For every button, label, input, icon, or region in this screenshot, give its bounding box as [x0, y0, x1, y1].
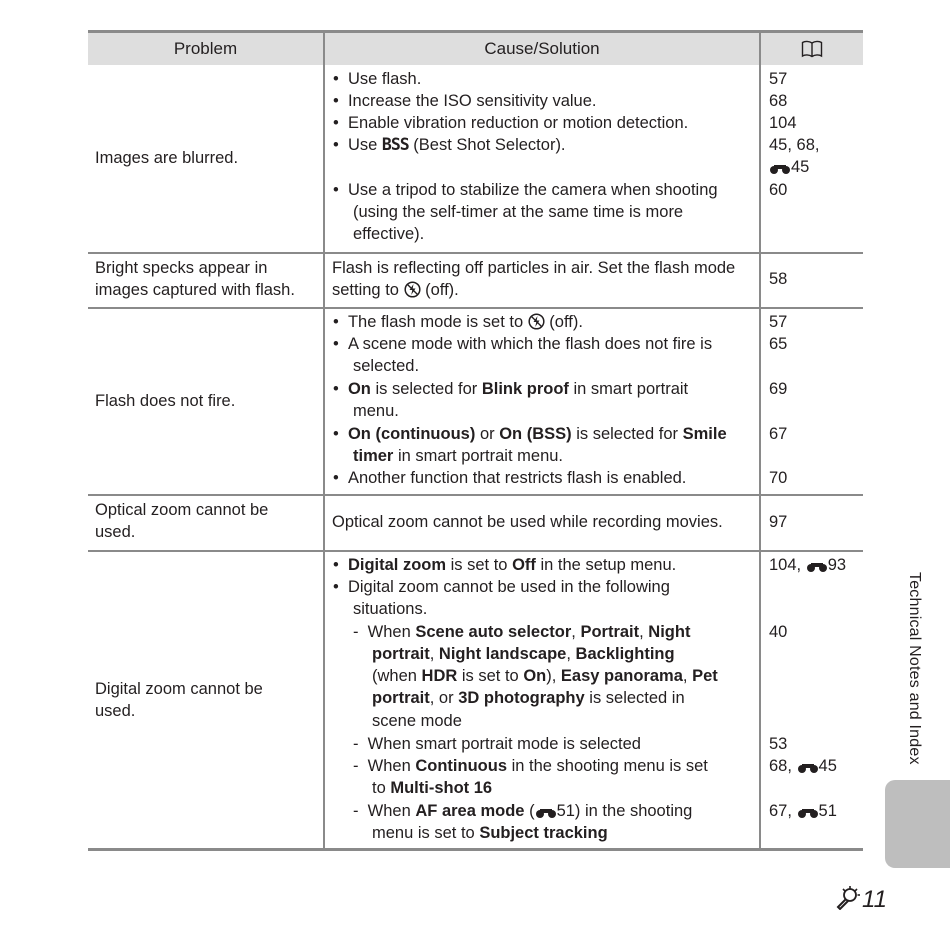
problem-cell — [95, 499, 320, 544]
problem-cell: Images are blurred. — [95, 149, 239, 168]
row-divider — [88, 494, 863, 496]
row-divider — [88, 252, 863, 254]
dash-line: - When smart portrait mode is selected — [353, 735, 641, 753]
header-reference — [761, 33, 863, 65]
page-ref: 57 — [769, 70, 788, 88]
page-ref: 68 — [769, 92, 788, 110]
text-line: Flash is reflecting off particles in air. Set the flash mode — [332, 259, 736, 277]
problem-line: images captured with flash. — [95, 281, 295, 300]
bullet-line: • On is selected for Blink proof in smart portrait — [333, 380, 689, 398]
problem-line: used. — [95, 702, 136, 720]
page-ref: 60 — [769, 181, 788, 199]
problem-line: Optical zoom cannot be — [95, 501, 269, 519]
text-line: setting to (off). — [332, 281, 459, 299]
problem-cell — [95, 257, 320, 302]
column-divider — [759, 30, 761, 850]
bss-icon: BSS — [381, 135, 409, 154]
flash-off-icon — [528, 313, 545, 330]
text-line: (when HDR is set to On), Easy panorama, Pet — [372, 667, 718, 685]
wrench-gear-icon — [836, 886, 862, 910]
table-bottom-rule — [88, 848, 863, 851]
text-line: scene mode — [372, 712, 462, 730]
problem-cell: Flash does not fire. — [95, 392, 236, 411]
bullet-line: • Use a tripod to stabilize the camera when shooting — [333, 181, 718, 199]
dash-line: - When Scene auto selector, Portrait, Night — [353, 623, 691, 641]
problem-line: used. — [95, 523, 136, 542]
problem-cell — [95, 552, 320, 848]
page-ref: 65 — [769, 335, 788, 353]
page-ref: 67, 51 — [769, 802, 837, 820]
section-side-label: Technical Notes and Index — [906, 572, 923, 765]
page-ref: 97 — [769, 513, 788, 531]
bullet-line: • Increase the ISO sensitivity value. — [333, 92, 597, 110]
reference-section-icon — [806, 561, 828, 573]
header-cause-solution: Cause/Solution — [325, 33, 759, 65]
dash-line: - When AF area mode ( 51) in the shooting — [353, 802, 693, 820]
bullet-line: • On (continuous) or On (BSS) is selected for Smile — [333, 425, 727, 443]
page-ref: 53 — [769, 735, 788, 753]
page-ref: 57 — [769, 313, 788, 331]
text-line: menu is set to Subject tracking — [372, 824, 608, 842]
page-number: 11 — [836, 886, 887, 914]
page-ref: 104 — [769, 114, 797, 132]
page-ref: 67 — [769, 425, 788, 443]
reference-section-icon — [535, 807, 557, 819]
reference-section-icon — [769, 163, 791, 175]
dash-line: - When Continuous in the shooting menu is set — [353, 757, 708, 775]
flash-off-icon — [404, 281, 421, 298]
header-problem: Problem — [88, 33, 323, 65]
page-ref: 70 — [769, 469, 788, 487]
page-ref: 45, 68, — [769, 136, 820, 154]
bullet-line: • Digital zoom is set to Off in the setup menu. — [333, 556, 677, 574]
page-ref: 58 — [769, 270, 788, 288]
page-ref: 45 — [769, 156, 809, 178]
bullet-line: • A scene mode with which the flash does not fire is — [333, 335, 713, 353]
section-tab — [885, 780, 950, 868]
page-ref: 68, 45 — [769, 757, 837, 775]
bullet-line: • The flash mode is set to (off). — [333, 313, 583, 331]
column-divider — [323, 30, 325, 850]
bullet-line: • Digital zoom cannot be used in the following — [333, 578, 670, 596]
problem-line: Bright specks appear in — [95, 259, 268, 277]
text-line: effective). — [353, 225, 425, 243]
text-line: to Multi-shot 16 — [372, 779, 493, 797]
text-line: Optical zoom cannot be used while recording movies. — [332, 513, 723, 531]
text-line: portrait, Night landscape, Backlighting — [372, 645, 675, 663]
text-line: portrait, or 3D photography is selected in — [372, 689, 685, 707]
text-line: timer in smart portrait menu. — [353, 447, 563, 465]
text-line: (using the self-timer at the same time is more — [353, 203, 684, 221]
bullet-line: • Use flash. — [333, 70, 422, 88]
text-line: situations. — [353, 600, 428, 618]
bullet-line: • Enable vibration reduction or motion detection. — [333, 114, 689, 132]
bullet-line: • Use BSS (Best Shot Selector). — [333, 135, 566, 154]
page-ref: 104, 93 — [769, 556, 847, 574]
problem-line: Digital zoom cannot be — [95, 679, 263, 698]
text-line: selected. — [353, 357, 420, 375]
reference-section-icon — [797, 807, 819, 819]
page-ref: 40 — [769, 623, 788, 641]
book-icon — [801, 40, 823, 58]
text-line: menu. — [353, 402, 399, 420]
page-ref: 69 — [769, 380, 788, 398]
reference-section-icon — [797, 762, 819, 774]
bullet-line: • Another function that restricts flash is enabled. — [333, 469, 687, 487]
